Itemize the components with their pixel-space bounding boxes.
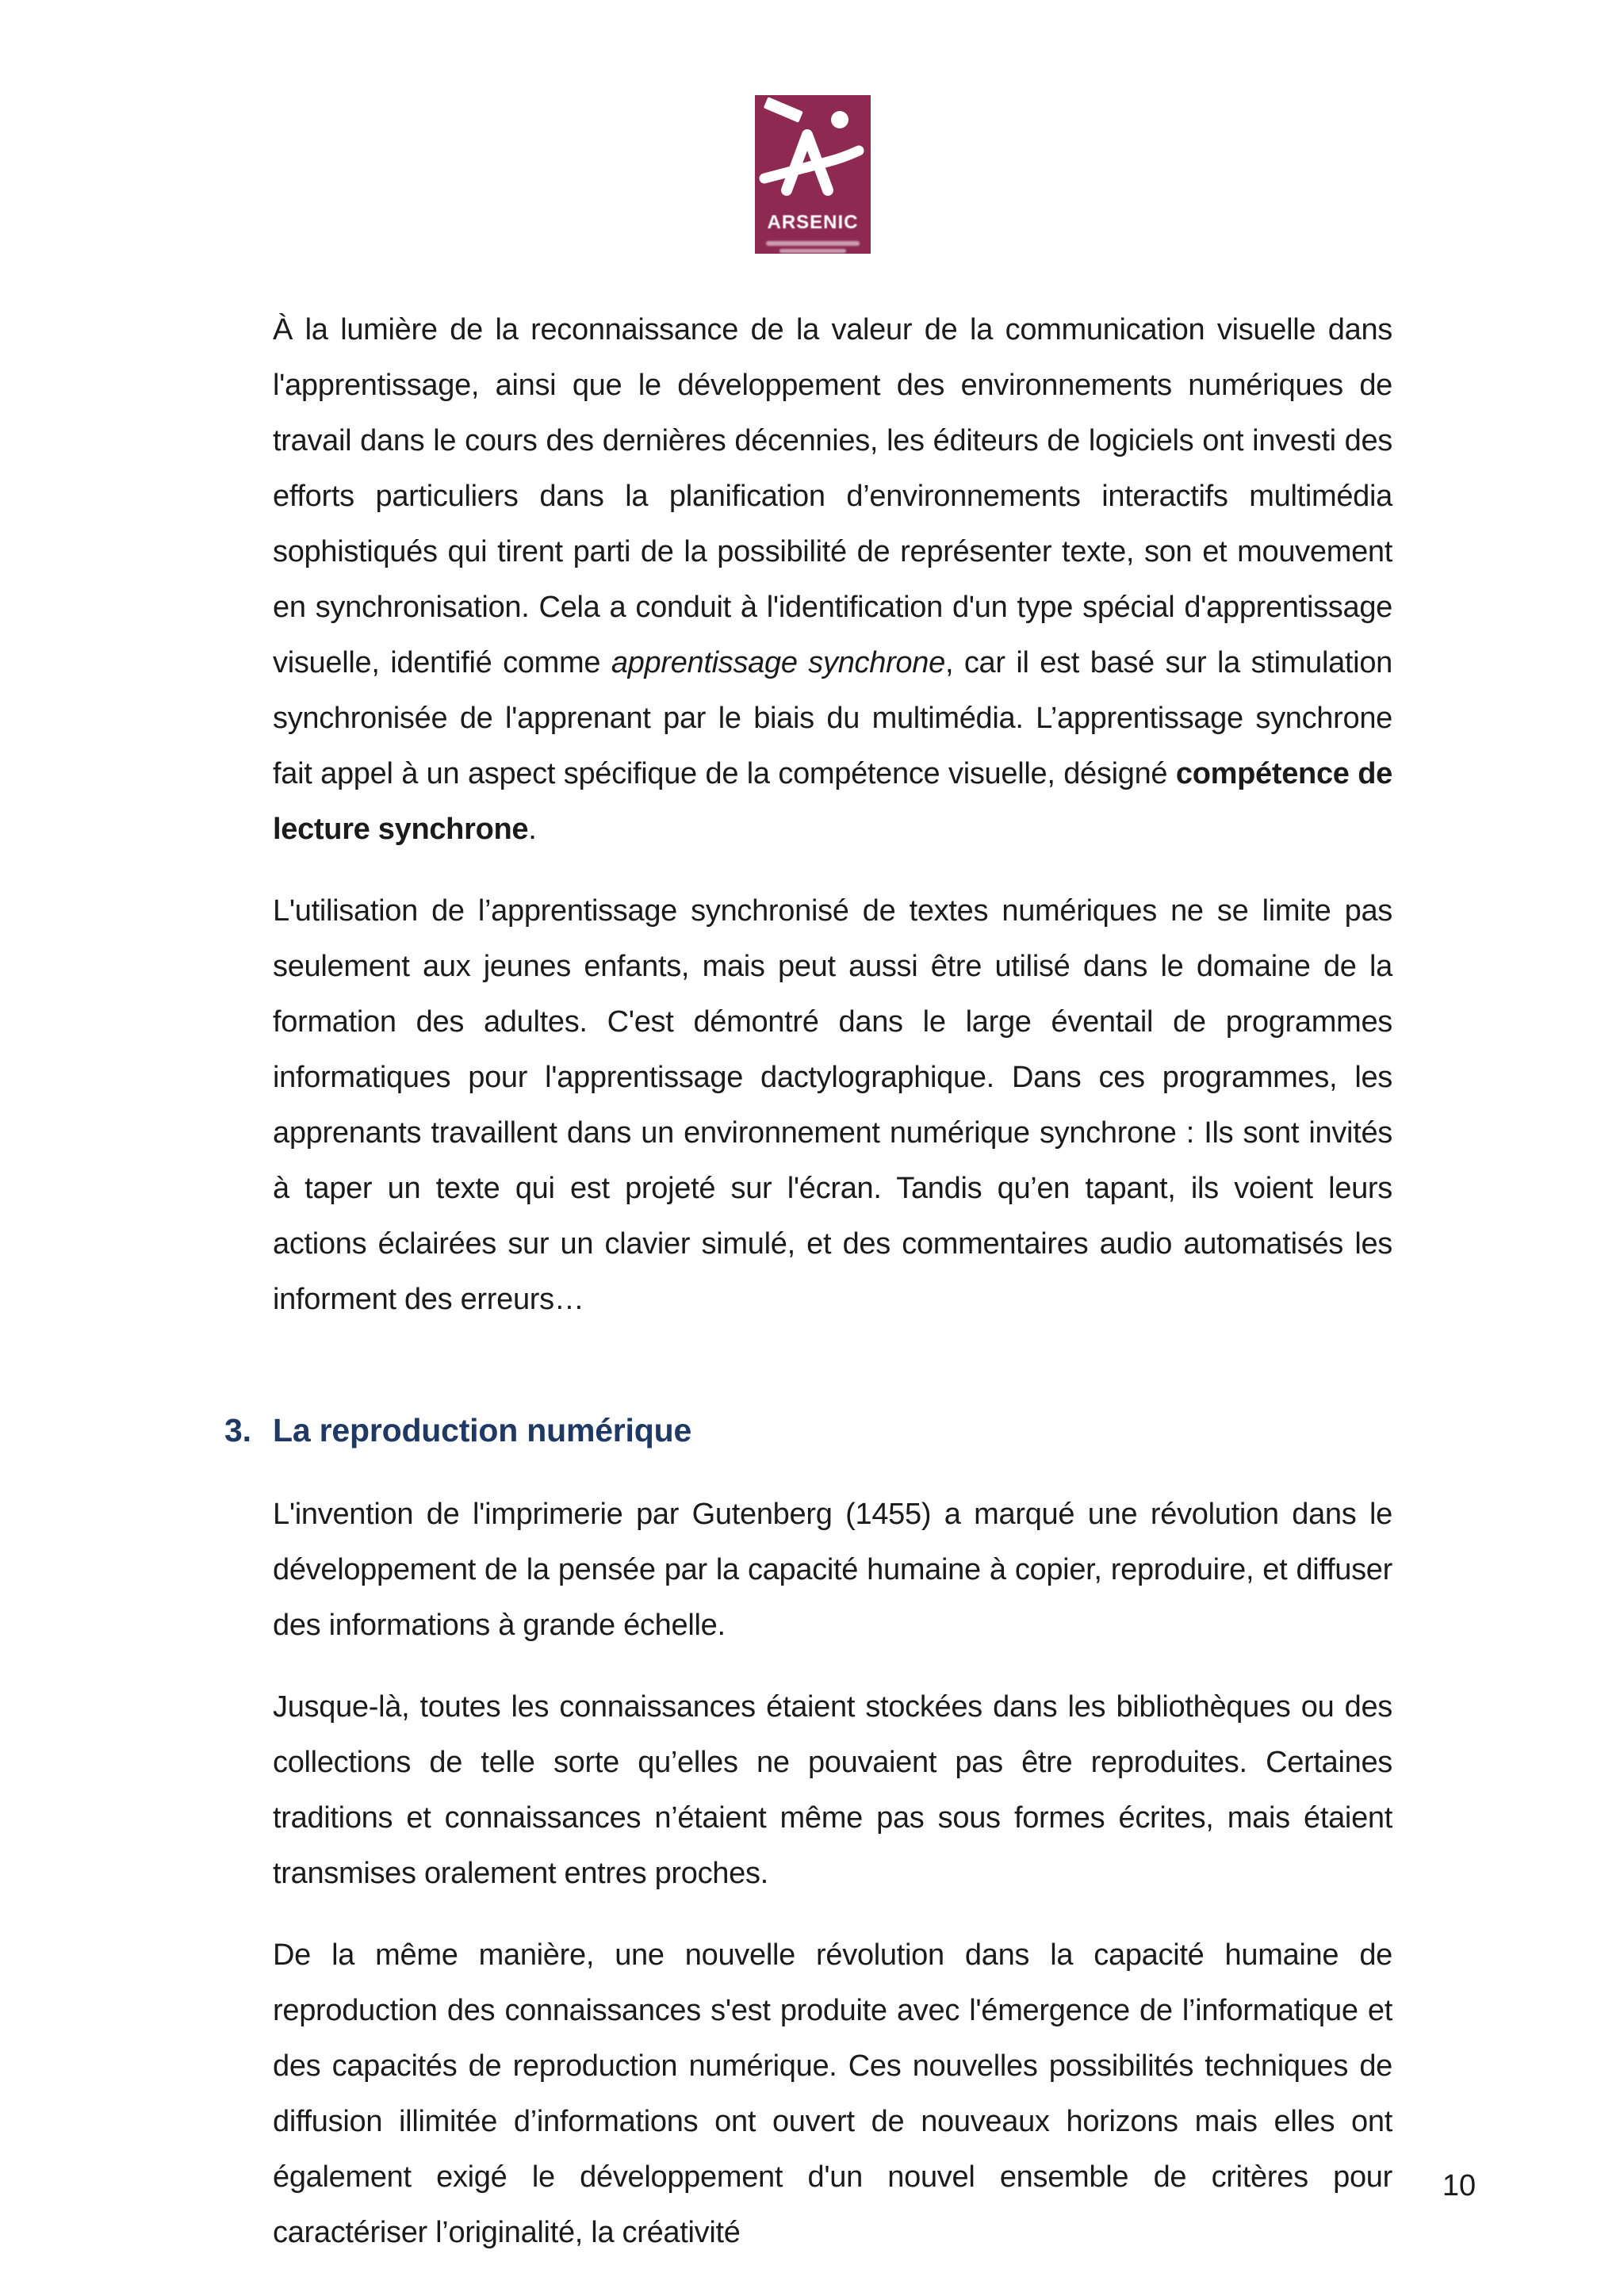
text-run: , car il est basé sur la stimulation synchronisée de l'apprenant par le biais du multimédia. L’apprentissage synchrone fait appel à un aspect spécifique de la compétence visuelle, désigné <box>273 646 1392 790</box>
paragraph <box>273 883 1392 1327</box>
text-run: Jusque-là, toutes les connaissances étaient stockées dans les bibliothèques ou des collections de telle sorte qu’elles ne pouvaient pas être reproduites. Certaines traditions et connaissances n’étaient même pas sous formes écrites, mais étaient transmises oralement entres proches. <box>273 1690 1392 1890</box>
document-body <box>224 302 1392 2260</box>
text-run: L'utilisation de l’apprentissage synchronisé de textes numériques ne se limite pas seulement aux jeunes enfants, mais peut aussi être utilisé dans le domaine de la formation des adultes. C'est démontré dans le large éventail de programmes informatiques pour l'apprentissage dactylographique. Dans ces programmes, les apprenants travaillent dans un environnement numérique synchrone : Ils sont invités à taper un texte qui est projeté sur l'écran. Tandis qu’en tapant, ils voient leurs actions éclairées sur un clavier simulé, et des commentaires audio automatisés les informent des erreurs… <box>273 894 1392 1316</box>
arsenic-figure-icon <box>755 95 871 211</box>
paragraph <box>273 1487 1392 1653</box>
section-heading <box>224 1402 1392 1458</box>
logo-tagline <box>755 241 871 253</box>
paragraph <box>273 1927 1392 2260</box>
text-run: . <box>528 813 537 846</box>
logo-tagline-line-2 <box>779 249 846 253</box>
logo-name: ARSENIC <box>767 212 859 233</box>
logo-tagline-line-1 <box>766 241 860 246</box>
paragraph <box>273 1679 1392 1901</box>
text-run: De la même manière, une nouvelle révolution dans la capacité humaine de reproduction des connaissances s'est produite avec l'émergence de l’informatique et des capacités de reproduction numérique. Ces nouvelles possibilités techniques de diffusion illimitée d’informations ont ouvert de nouveaux horizons mais elles ont également exigé le développement d'un nouvel ensemble de critères pour caractériser l’originalité, la créativité <box>273 1938 1392 2249</box>
arsenic-logo <box>755 95 871 254</box>
section-title: La reproduction numérique <box>273 1412 692 1448</box>
page-number: 10 <box>1442 2169 1477 2202</box>
text-run-italic: apprentissage synchrone <box>611 646 945 679</box>
text-run: À la lumière de la reconnaissance de la valeur de la communication visuelle dans l'apprentissage, ainsi que le développement des environnements numériques de travail dans le cours des dernières décennies, les éditeurs de logiciels ont investi des efforts particuliers dans la planification d’environnements interactifs multimédia sophistiqués qui tirent parti de la possibilité de représenter texte, son et mouvement en synchronisation. Cela a conduit à l'identification d'un type spécial d'apprentissage visuelle, identifié comme <box>273 313 1392 679</box>
text-run-bold: compétence de lecture synchrone <box>273 757 1392 846</box>
paragraph <box>273 302 1392 857</box>
text-run: L'invention de l'imprimerie par Gutenberg (1455) a marqué une révolution dans le développement de la pensée par la capacité humaine à copier, reproduire, et diffuser des informations à grande échelle. <box>273 1498 1392 1642</box>
section-number: 3. <box>224 1412 251 1448</box>
